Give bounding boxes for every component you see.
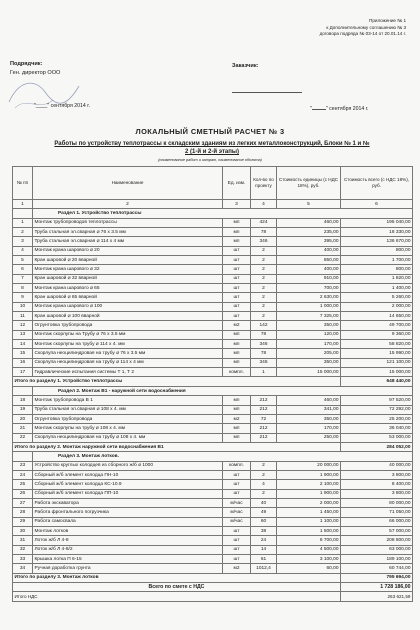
item-total: 60 744,00 (341, 564, 413, 573)
item-unit-price: 350,00 (277, 358, 341, 367)
item-name: Сборный ж/б элемент колодца КС-10.9 (33, 480, 223, 489)
item-quantity: 4 (251, 480, 277, 489)
item-unit: шт (223, 480, 251, 489)
item-unit: шт (223, 246, 251, 255)
item-unit-price: 1 000,00 (277, 302, 341, 311)
item-quantity: 2 (251, 312, 277, 321)
item-unit: компл. (223, 461, 251, 470)
item-name: Скорлупа неоцилиндровая на трубу ⌀ 114 x 4 мм (33, 358, 223, 367)
row-number: 26 (13, 489, 33, 498)
row-number: 31 (13, 536, 33, 545)
item-total: 63 000,00 (341, 545, 413, 554)
row-number: 6 (13, 265, 33, 274)
item-name: Монтаж скорлупы на трубу ⌀ 114 x 4. мм (33, 340, 223, 349)
item-name: Труба стальная эл.сварная ⌀ 108 x 4. мм (33, 405, 223, 414)
item-unit-price: 20 000,00 (277, 461, 341, 470)
item-quantity: 2 (251, 470, 277, 479)
item-total: 3 800,00 (341, 489, 413, 498)
item-name: Работа фронтального погрузчика (33, 508, 223, 517)
item-quantity: 24 (251, 536, 277, 545)
item-quantity: 2 (251, 489, 277, 498)
item-name: Труба стальная эл.сварная ⌀ 114 x 4 мм (33, 237, 223, 246)
item-quantity: 61 (251, 555, 277, 564)
item-total: 49 700,00 (341, 321, 413, 330)
table-row (13, 340, 413, 349)
item-quantity: 2 (251, 256, 277, 265)
section3-total-value: 795 694,00 (341, 573, 413, 582)
item-name: Монтаж крана шарового ⌀ 32 (33, 265, 223, 274)
item-name: Гидравлические испытания системы Т 1, Т 2 (33, 368, 223, 377)
row-number: 7 (13, 274, 33, 283)
item-total: 18 330,00 (341, 227, 413, 236)
table-row (13, 256, 413, 265)
item-unit-price: 205,00 (277, 349, 341, 358)
contractor-approval (10, 60, 130, 78)
vat-total (13, 592, 413, 601)
item-name: Огрунтовка трубопровода (33, 321, 223, 330)
item-unit: шт (223, 274, 251, 283)
item-name: Работа экскаватора (33, 498, 223, 507)
item-unit: мп (223, 433, 251, 442)
document-subtitle: Работы по устройству теплотрассы к складским зданиям из легких металлоконструкций, Блоки № 1 и № 2 (1-й и 2-й этапы) (54, 141, 370, 155)
item-unit: шт (223, 256, 251, 265)
row-number: 9 (13, 293, 33, 302)
table-row (13, 321, 413, 330)
row-number: 5 (13, 256, 33, 265)
item-unit: шт (223, 265, 251, 274)
document-subnote: (наименование работ и затрат, наименование объекта) (158, 158, 262, 162)
item-unit: шт (223, 302, 251, 311)
item-name: Лоток ж/б Л 4-8/2 (33, 545, 223, 554)
item-unit-price: 7 325,00 (277, 312, 341, 321)
col-number: 3 (223, 200, 251, 209)
col-number: 5 (277, 200, 341, 209)
col-number: 1 (13, 200, 33, 209)
item-name: Сборный ж/б элемент колодца ПП-10 (33, 489, 223, 498)
empty-cell (13, 209, 33, 218)
item-unit-price: 8 700,00 (277, 536, 341, 545)
vat-total-label: Итого НДС (13, 592, 341, 601)
table-row (13, 489, 413, 498)
table-row (13, 218, 413, 227)
item-name: Огрунтовка трубопровода (33, 414, 223, 423)
item-unit-price: 850,00 (277, 256, 341, 265)
item-quantity: 2 (251, 461, 277, 470)
row-number: 18 (13, 396, 33, 405)
item-total: 72 292,00 (341, 405, 413, 414)
item-quantity: 212 (251, 433, 277, 442)
item-total: 5 260,00 (341, 293, 413, 302)
table-row (13, 237, 413, 246)
item-quantity: 78 (251, 227, 277, 236)
item-name: Монтаж крана шарового ⌀ 20 (33, 246, 223, 255)
row-number: 32 (13, 545, 33, 554)
row-number: 33 (13, 555, 33, 564)
section-header-row (13, 209, 413, 218)
item-name: Крышка лотка П 6-15 (33, 555, 223, 564)
row-number: 1 (13, 218, 33, 227)
item-unit: шт (223, 536, 251, 545)
item-unit-price: 1 450,00 (277, 508, 341, 517)
section3-total (13, 573, 413, 582)
row-number: 15 (13, 349, 33, 358)
item-unit-price: 350,00 (277, 321, 341, 330)
section3-total-label: Итого по разделу 3. Монтаж лотков (13, 573, 341, 582)
item-total: 208 800,00 (341, 536, 413, 545)
item-unit-price: 460,00 (277, 218, 341, 227)
item-quantity: 78 (251, 349, 277, 358)
empty-cell (13, 386, 33, 395)
row-number: 29 (13, 517, 33, 526)
row-number: 27 (13, 498, 33, 507)
item-unit-price: 2 100,00 (277, 480, 341, 489)
table-row (13, 536, 413, 545)
item-total: 71 050,00 (341, 508, 413, 517)
item-quantity: 142 (251, 321, 277, 330)
item-quantity: 2 (251, 302, 277, 311)
item-unit-price: 400,00 (277, 265, 341, 274)
table-row (13, 293, 413, 302)
item-quantity: 2 (251, 265, 277, 274)
item-quantity: 78 (251, 330, 277, 339)
item-quantity: 14 (251, 545, 277, 554)
item-quantity: 424 (251, 218, 277, 227)
item-total: 58 820,00 (341, 340, 413, 349)
item-unit: м/час (223, 517, 251, 526)
item-quantity: 2 (251, 246, 277, 255)
row-number: 28 (13, 508, 33, 517)
grand-total (13, 583, 413, 592)
item-name: Сборный ж/б элемент колодца ПН-10 (33, 470, 223, 479)
item-unit-price: 700,00 (277, 284, 341, 293)
row-number: 23 (13, 461, 33, 470)
appendix-reference (320, 18, 406, 38)
grand-total-label: Всего по смете с НДС (13, 583, 341, 592)
table-row (13, 368, 413, 377)
item-unit-price: 400,00 (277, 246, 341, 255)
customer-signature-line (232, 85, 402, 97)
item-name: Монтаж крана шарового ⌀ 100 (33, 302, 223, 311)
item-total: 66 000,00 (341, 517, 413, 526)
item-quantity: 72 (251, 414, 277, 423)
item-unit: мп (223, 405, 251, 414)
table-row (13, 517, 413, 526)
item-quantity: 212 (251, 424, 277, 433)
item-unit: шт (223, 526, 251, 535)
table-row (13, 312, 413, 321)
col-header-total: Стоимость всего (с НДС 18%), руб. (341, 167, 413, 200)
section-header-row (13, 452, 413, 461)
contractor-date: "____" сентября 2014 г. (34, 103, 90, 109)
row-number: 25 (13, 480, 33, 489)
column-number-row (13, 200, 413, 209)
item-quantity: 60 (251, 517, 277, 526)
row-number: 13 (13, 330, 33, 339)
item-quantity: 212 (251, 405, 277, 414)
item-quantity: 2 (251, 274, 277, 283)
item-total: 8 400,00 (341, 480, 413, 489)
table-row (13, 405, 413, 414)
item-unit: м/час (223, 498, 251, 507)
item-quantity: 1012,4 (251, 564, 277, 573)
table-row (13, 358, 413, 367)
item-name: Кран шаровой ⌀ 65 вварной (33, 293, 223, 302)
item-unit: шт (223, 470, 251, 479)
item-quantity: 2 (251, 284, 277, 293)
section1-total-value: 648 440,00 (341, 377, 413, 386)
row-number: 8 (13, 284, 33, 293)
item-unit-price: 170,00 (277, 424, 341, 433)
table-row (13, 433, 413, 442)
item-name: Монтаж скорлупы на Трубу ⌀ 76 x 3.5 мм (33, 330, 223, 339)
row-number: 12 (13, 321, 33, 330)
col-number: 4 (251, 200, 277, 209)
item-total: 40 000,00 (341, 461, 413, 470)
item-unit: мп (223, 349, 251, 358)
contractor-label: Подрядчик: (10, 61, 43, 67)
table-row (13, 555, 413, 564)
item-unit-price: 341,00 (277, 405, 341, 414)
estimate-table (12, 166, 413, 602)
item-quantity: 346 (251, 358, 277, 367)
table-row (13, 265, 413, 274)
item-total: 1 700,00 (341, 256, 413, 265)
row-number: 24 (13, 470, 33, 479)
customer-date: " " сентября 2014 г. (310, 103, 368, 112)
row-number: 22 (13, 433, 33, 442)
item-unit: шт (223, 293, 251, 302)
item-unit: шт (223, 489, 251, 498)
item-total: 9 360,00 (341, 330, 413, 339)
item-name: Кран шаровой ⌀ 20 вварной (33, 256, 223, 265)
item-name: Ручная доработка грунта (33, 564, 223, 573)
appendix-line-3: договора подряда № 03-14 от 20.01.14 г. (319, 31, 406, 37)
table-row (13, 424, 413, 433)
table-row (13, 274, 413, 283)
table-row (13, 349, 413, 358)
section-title: Раздел 1. Устройство теплотрассы (33, 209, 413, 218)
item-unit: шт (223, 312, 251, 321)
row-number: 16 (13, 358, 33, 367)
row-number: 30 (13, 526, 33, 535)
contractor-position: Ген. директор ООО (10, 70, 61, 76)
row-number: 4 (13, 246, 33, 255)
item-unit-price: 460,00 (277, 396, 341, 405)
col-number: 2 (33, 200, 223, 209)
col-number: 6 (341, 200, 413, 209)
item-unit-price: 2 630,00 (277, 293, 341, 302)
item-total: 195 040,00 (341, 218, 413, 227)
item-unit-price: 1 100,00 (277, 517, 341, 526)
section-header-row (13, 386, 413, 395)
item-unit-price: 910,00 (277, 274, 341, 283)
item-unit-price: 1 900,00 (277, 470, 341, 479)
row-number: 34 (13, 564, 33, 573)
item-total: 1 400,00 (341, 284, 413, 293)
document-title: ЛОКАЛЬНЫЙ СМЕТНЫЙ РАСЧЕТ № 3 (135, 127, 285, 136)
table-row (13, 461, 413, 470)
col-header-qty: Кол-во по проекту (251, 167, 277, 200)
table-row (13, 526, 413, 535)
item-unit: м/час (223, 508, 251, 517)
item-unit: шт (223, 555, 251, 564)
item-unit: м2 (223, 564, 251, 573)
row-number: 3 (13, 237, 33, 246)
item-unit: м2 (223, 414, 251, 423)
row-number: 17 (13, 368, 33, 377)
item-unit: шт (223, 545, 251, 554)
item-unit: мп (223, 424, 251, 433)
item-unit: мп (223, 358, 251, 367)
item-unit-price: 4 500,00 (277, 545, 341, 554)
item-unit-price: 395,00 (277, 237, 341, 246)
table-row (13, 284, 413, 293)
table-row (13, 302, 413, 311)
contractor-stamp-signature (5, 72, 85, 120)
item-total: 3 800,00 (341, 470, 413, 479)
item-unit: м2 (223, 321, 251, 330)
item-unit-price: 15 000,00 (277, 368, 341, 377)
item-quantity: 346 (251, 237, 277, 246)
item-name: Работа самосвала (33, 517, 223, 526)
appendix-line-1: Приложение № 1 (369, 18, 406, 23)
table-row (13, 498, 413, 507)
item-name: Монтаж трубопровода В 1 (33, 396, 223, 405)
table-row (13, 545, 413, 554)
item-unit: мп (223, 396, 251, 405)
item-name: Устройство круглых колодцев из сборного ж/б ⌀ 1000 (33, 461, 223, 470)
vat-total-value: 263 621,59 (341, 592, 413, 601)
item-total: 80 000,00 (341, 498, 413, 507)
item-total: 53 000,00 (341, 433, 413, 442)
item-unit: мп (223, 330, 251, 339)
table-row (13, 564, 413, 573)
item-unit-price: 235,00 (277, 227, 341, 236)
item-total: 2 000,00 (341, 302, 413, 311)
table-header-row (13, 167, 413, 200)
item-name: Скорлупа неоцилиндровая на трубу ⌀ 76 x 3.5 мм (33, 349, 223, 358)
customer-approval (232, 62, 402, 97)
appendix-line-2: к Дополнительному соглашению № 3 (326, 24, 406, 30)
item-quantity: 38 (251, 526, 277, 535)
customer-label: Заказчик: (232, 63, 259, 69)
item-unit-price: 350,00 (277, 414, 341, 423)
item-unit-price: 170,00 (277, 340, 341, 349)
item-total: 36 040,00 (341, 424, 413, 433)
item-total: 97 520,00 (341, 396, 413, 405)
table-row (13, 508, 413, 517)
section2-total-label: Итого по разделу 2. Монтаж наружной сети водоснабжения В1 (13, 442, 341, 451)
item-total: 14 650,00 (341, 312, 413, 321)
table-row (13, 246, 413, 255)
col-header-no: № пп (13, 167, 33, 200)
section2-total-value: 284 052,00 (341, 442, 413, 451)
section1-total (13, 377, 413, 386)
section-title: Раздел 3. Монтаж лотков. (33, 452, 413, 461)
row-number: 19 (13, 405, 33, 414)
section-title: Раздел 2. Монтаж В1 - наружной сети водоснабжения (33, 386, 413, 395)
table-row (13, 470, 413, 479)
item-unit: мп (223, 218, 251, 227)
item-total: 800,00 (341, 265, 413, 274)
row-number: 10 (13, 302, 33, 311)
row-number: 11 (13, 312, 33, 321)
item-unit-price: 3 100,00 (277, 555, 341, 564)
empty-cell (13, 452, 33, 461)
row-number: 2 (13, 227, 33, 236)
item-total: 15 990,00 (341, 349, 413, 358)
item-quantity: 346 (251, 340, 277, 349)
table-row (13, 396, 413, 405)
item-total: 121 100,00 (341, 358, 413, 367)
item-unit-price: 120,00 (277, 330, 341, 339)
item-quantity: 2 (251, 293, 277, 302)
section2-total (13, 442, 413, 451)
row-number: 21 (13, 424, 33, 433)
item-total: 800,00 (341, 246, 413, 255)
item-quantity: 1 (251, 368, 277, 377)
col-header-unit: Ед. изм. (223, 167, 251, 200)
item-name: Труба стальная эл.сварная ⌀ 76 x 3.5 мм (33, 227, 223, 236)
item-name: Монтаж крана шарового ⌀ 65 (33, 284, 223, 293)
item-total: 25 200,00 (341, 414, 413, 423)
item-total: 15 000,00 (341, 368, 413, 377)
row-number: 14 (13, 340, 33, 349)
item-total: 57 000,00 (341, 526, 413, 535)
col-header-name: Наименование (33, 167, 223, 200)
item-name: Кран шаровой ⌀ 32 вварной (33, 274, 223, 283)
item-name: Скорлупа неоцилиндровая на трубу ⌀ 108 x 4. мм (33, 433, 223, 442)
item-total: 189 100,00 (341, 555, 413, 564)
table-row (13, 480, 413, 489)
item-unit-price: 1 900,00 (277, 489, 341, 498)
item-total: 136 670,00 (341, 237, 413, 246)
item-quantity: 212 (251, 396, 277, 405)
item-unit: компл. (223, 368, 251, 377)
item-unit: мп (223, 237, 251, 246)
item-name: Монтаж скорлупы на трубу ⌀ 108 x 4. мм (33, 424, 223, 433)
item-unit: шт (223, 284, 251, 293)
table-row (13, 414, 413, 423)
table-row (13, 227, 413, 236)
item-quantity: 40 (251, 498, 277, 507)
item-total: 1 820,00 (341, 274, 413, 283)
table-row (13, 330, 413, 339)
col-header-price: Стоимость единицы (с НДС 18%), руб. (277, 167, 341, 200)
item-name: Кран шаровой ⌀ 100 вварной (33, 312, 223, 321)
item-unit: мп (223, 227, 251, 236)
row-number: 20 (13, 414, 33, 423)
item-unit-price: 60,00 (277, 564, 341, 573)
section1-total-label: Итого по разделу 1. Устройство теплотрассы (13, 377, 341, 386)
item-quantity: 49 (251, 508, 277, 517)
item-unit-price: 1 500,00 (277, 526, 341, 535)
grand-total-value: 1 728 186,00 (341, 583, 413, 592)
item-name: Монтаж трубопроводов теплотрассы (33, 218, 223, 227)
item-name: Монтаж лотков (33, 526, 223, 535)
item-unit-price: 250,00 (277, 433, 341, 442)
item-unit: мп (223, 340, 251, 349)
item-name: Лоток ж/б Л 4-8 (33, 536, 223, 545)
item-unit-price: 2 000,00 (277, 498, 341, 507)
